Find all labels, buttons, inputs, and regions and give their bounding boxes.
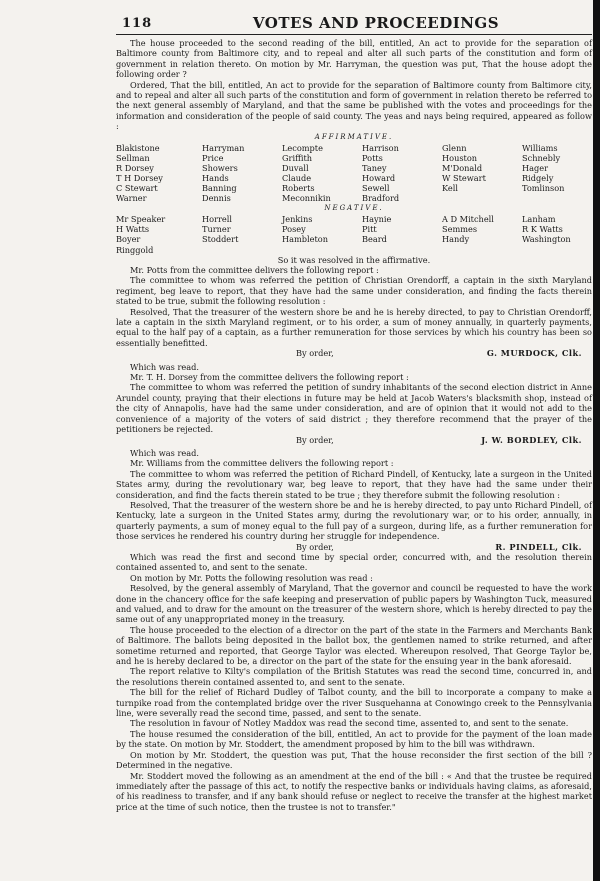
paragraph: The bill for the relief of Richard Dudley of Talbot county, and the bill to incorporate a company to make a turnpike road from the contemplated bridge over the river Susquehanna at Conowingo creek to the Pennsylvania line, were severally read the second time, passed, and sent to the senate. bbox=[116, 687, 592, 719]
voter-name: Turner bbox=[202, 224, 231, 235]
voter-name: Beard bbox=[362, 234, 387, 245]
page-header bbox=[116, 14, 592, 34]
by-order: By order, bbox=[296, 348, 334, 359]
voter-name: R K Watts bbox=[522, 224, 563, 235]
voter-name: Horrell bbox=[202, 214, 232, 225]
voter-name: Hands bbox=[202, 172, 229, 183]
paragraph: Resolved, That the treasurer of the western shore be and he is hereby directed, to pay to Christian Orendorff, late a captain in the sixth Maryland regiment, or to his order, a sum of money annually, in quarterly payments, equal to the half pay of a captain, as a further remuneration for those services by which his country has been so essentially benefitted. bbox=[116, 306, 592, 348]
paragraph: Mr. T. H. Dorsey from the committee delivers the following report : bbox=[130, 372, 409, 383]
voter-name: Taney bbox=[362, 162, 387, 173]
voter-name: A D Mitchell bbox=[442, 214, 494, 225]
paragraph: The committee to whom was referred the petition of Christian Orendorff, a captain in the sixth Maryland regiment, beg leave to report, that they have had the same under consideration, and finding the facts therein stated to be true, submit the following resolution : bbox=[116, 275, 592, 307]
clerk-name: J. W. BORDLEY, Clk. bbox=[481, 434, 582, 445]
signature-line bbox=[116, 348, 592, 358]
by-order: By order, bbox=[296, 434, 334, 445]
voter-name: W Stewart bbox=[442, 172, 486, 183]
affirmative-votes bbox=[116, 143, 592, 204]
voter-name: Dennis bbox=[202, 193, 231, 204]
voter-name: Washington bbox=[522, 234, 571, 245]
signature-line bbox=[116, 542, 592, 552]
negative-votes bbox=[116, 214, 592, 254]
paragraph: Ordered, That the bill, entitled, An act to provide for the separation of Baltimore county from Baltimore city, and to repeal and alter all such parts of the constitution and form of government in relation thereto be referred to the next general assembly of Maryland, and that the same be published with the votes and proceedings for the information and consideration of the people of said county. The yeas and nays being required, appeared as follow : bbox=[116, 79, 592, 132]
voter-name: Lanham bbox=[522, 214, 556, 225]
voter-name: Showers bbox=[202, 162, 238, 173]
voter-name: Ridgely bbox=[522, 172, 554, 183]
voter-name: H Watts bbox=[116, 224, 150, 235]
voter-name: Ringgold bbox=[116, 244, 154, 255]
voter-name: Hambleton bbox=[282, 234, 328, 245]
paragraph: Mr. Potts from the committee delivers the following report : bbox=[130, 265, 379, 275]
vote-column bbox=[442, 214, 522, 254]
running-head: VOTES AND PROCEEDINGS bbox=[252, 14, 500, 32]
voter-name: Duvall bbox=[282, 162, 309, 173]
voter-name: Bradford bbox=[362, 193, 400, 204]
voter-name: Kell bbox=[442, 183, 458, 194]
voter-name: Meconnikin bbox=[282, 193, 331, 204]
voter-name: Posey bbox=[282, 224, 306, 235]
voter-name: Claude bbox=[282, 172, 312, 183]
vote-column bbox=[202, 143, 282, 204]
voter-name: Houston bbox=[442, 152, 478, 163]
paragraph: The report relative to Kilty's compilation of the British Statutes was read the second time, concurred in, and the resolutions therein contained assented to, and sent to the senate. bbox=[116, 666, 592, 687]
voter-name: Hager bbox=[522, 162, 549, 173]
voter-name: Sellman bbox=[116, 152, 150, 163]
vote-column bbox=[282, 214, 362, 254]
vote-result: So it was resolved in the affirmative. bbox=[277, 254, 431, 265]
vote-column bbox=[442, 143, 522, 204]
paragraph: The committee to whom was referred the petition of sundry inhabitants of the second election district in Anne Arundel county, praying that their elections in future may be held at Jacob Waters's blacksmith shop, instead of the city of Annapolis, have had the same under consideration, and are of opinion that it would not add to the convenience of a majority of the voters of said district ; they therefore recommend that the prayer of the petitioners be rejected. bbox=[116, 382, 592, 435]
paragraph: Which was read the first and second time by special order, concurred with, and the resolution therein contained assented to, and sent to the senate. bbox=[116, 551, 592, 573]
voter-name: Howard bbox=[362, 172, 396, 183]
voter-name: Haynie bbox=[362, 214, 392, 225]
clerk-name: G. MURDOCK, Clk. bbox=[486, 348, 582, 359]
paragraph: Which was read. bbox=[130, 361, 199, 372]
paragraph: Resolved, by the general assembly of Maryland, That the governor and council be requested to have the work done in the chancery office for the safe keeping and preservation of public papers by Washington Tuck, measured and valued, and to draw for the amount on the treasurer of the western shore, which is hereby directed to pay the same out of any unappropriated money in the treasury. bbox=[116, 583, 592, 625]
voter-name: Blakistone bbox=[116, 142, 160, 153]
voter-name: Price bbox=[202, 152, 224, 163]
paragraph: Which was read. bbox=[130, 447, 199, 458]
vote-column bbox=[522, 143, 592, 204]
voter-name: Williams bbox=[522, 142, 558, 153]
paragraph: The resolution in favour of Notley Maddox was read the second time, assented to, and sent to the senate. bbox=[130, 718, 569, 729]
document-page bbox=[116, 14, 592, 812]
voter-name: Sewell bbox=[362, 183, 390, 194]
paragraph: The house resumed the consideration of the bill, entitled, An act to provide for the payment of the loan made by the state. On motion by Mr. Stoddert, the amendment proposed by him to the bill was withdrawn. bbox=[116, 728, 592, 750]
clerk-name: R. PINDELL, Clk. bbox=[495, 541, 582, 552]
paragraph: On motion by Mr. Potts the following resolution was read : bbox=[130, 572, 373, 583]
paragraph: The committee to whom was referred the petition of Richard Pindell, of Kentucky, late a surgeon in the United States army, during the revolutionary war, beg leave to report, that they have had the same under their consideration, and find the facts therein stated to be true ; they therefore submit the following resolution : bbox=[116, 468, 592, 500]
page-number: 118 bbox=[122, 16, 153, 31]
paragraph: The house proceeded to the election of a director on the part of the state in the Farmers and Merchants Bank of Baltimore. The ballots being deposited in the ballot box, the gentlemen named to strike returned, and after sometime returned and reported, that George Taylor was elected. Whereupon resolved, That George Taylor be, and he is hereby declared to be, a director on the part of the state for the ensuing year in the bank aforesaid. bbox=[116, 624, 592, 667]
voter-name: R Dorsey bbox=[116, 162, 154, 173]
voter-name: Griffith bbox=[282, 152, 313, 163]
vote-column bbox=[282, 143, 362, 204]
vote-column bbox=[116, 214, 202, 254]
voter-name: Tomlinson bbox=[522, 183, 565, 194]
vote-column bbox=[362, 214, 442, 254]
voter-name: Roberts bbox=[282, 183, 315, 194]
header-rule bbox=[116, 34, 592, 35]
paragraph: On motion by Mr. Stoddert, the question was put, That the house reconsider the first section of the bill ? Determined in the negative. bbox=[116, 749, 592, 771]
affirmative-label: AFFIRMATIVE. bbox=[314, 132, 394, 141]
vote-column bbox=[362, 143, 442, 204]
voter-name: Glenn bbox=[442, 142, 467, 153]
negative-label: NEGATIVE. bbox=[324, 204, 384, 213]
voter-name: Mr Speaker bbox=[116, 214, 166, 225]
paragraph: The house proceeded to the second reading of the bill, entitled, An act to provide for the separation of Baltimore county from Baltimore city, and to repeal and alter all such parts of the constitution and form of government in relation thereto. On motion by Mr. Harryman, the question was put, That the house adopt the following order ? bbox=[116, 38, 592, 80]
voter-name: Banning bbox=[202, 183, 237, 194]
vote-column bbox=[522, 214, 592, 254]
voter-name: Semmes bbox=[442, 224, 478, 235]
paragraph: Mr. Stoddert moved the following as an amendment at the end of the bill : « And that the trustee be required immediately after the passage of this act, to notify the respective banks or individuals having claims, as aforesaid, of his readiness to transfer, and if any bank should refuse or neglect to receive the transfer at the highest market price at the time of such notice, then the trustee is not to transfer." bbox=[116, 770, 592, 812]
page-edge-shadow bbox=[593, 0, 600, 881]
voter-name: Potts bbox=[362, 152, 383, 163]
signature-line bbox=[116, 435, 592, 445]
voter-name: Harrison bbox=[362, 142, 399, 153]
voter-name: Schnebly bbox=[522, 152, 561, 163]
paragraph: Mr. Williams from the committee delivers the following report : bbox=[130, 458, 394, 469]
voter-name: Lecompte bbox=[282, 142, 323, 153]
voter-name: Boyer bbox=[116, 234, 141, 245]
paragraph: Resolved, That the treasurer of the western shore be and he is hereby directed, to pay unto Richard Pindell, of Kentucky, late a surgeon in the United States army, during the revolutionary war, or to his order, annually, in quarterly payments, a sum of money equal to the full pay of a surgeon, during life, as a further remuneration for those services he rendered his country during her struggle for independence. bbox=[116, 499, 592, 542]
voter-name: T H Dorsey bbox=[116, 172, 163, 183]
voter-name: Pitt bbox=[362, 224, 377, 235]
voter-name: C Stewart bbox=[116, 183, 158, 194]
voter-name: Handy bbox=[442, 234, 470, 245]
voter-name: Stoddert bbox=[202, 234, 239, 245]
voter-name: M'Donald bbox=[442, 162, 483, 173]
by-order: By order, bbox=[296, 541, 334, 552]
voter-name: Jenkins bbox=[282, 214, 313, 225]
vote-column bbox=[202, 214, 282, 254]
voter-name: Harryman bbox=[202, 142, 245, 153]
voter-name: Warner bbox=[116, 193, 147, 204]
vote-column bbox=[116, 143, 202, 204]
